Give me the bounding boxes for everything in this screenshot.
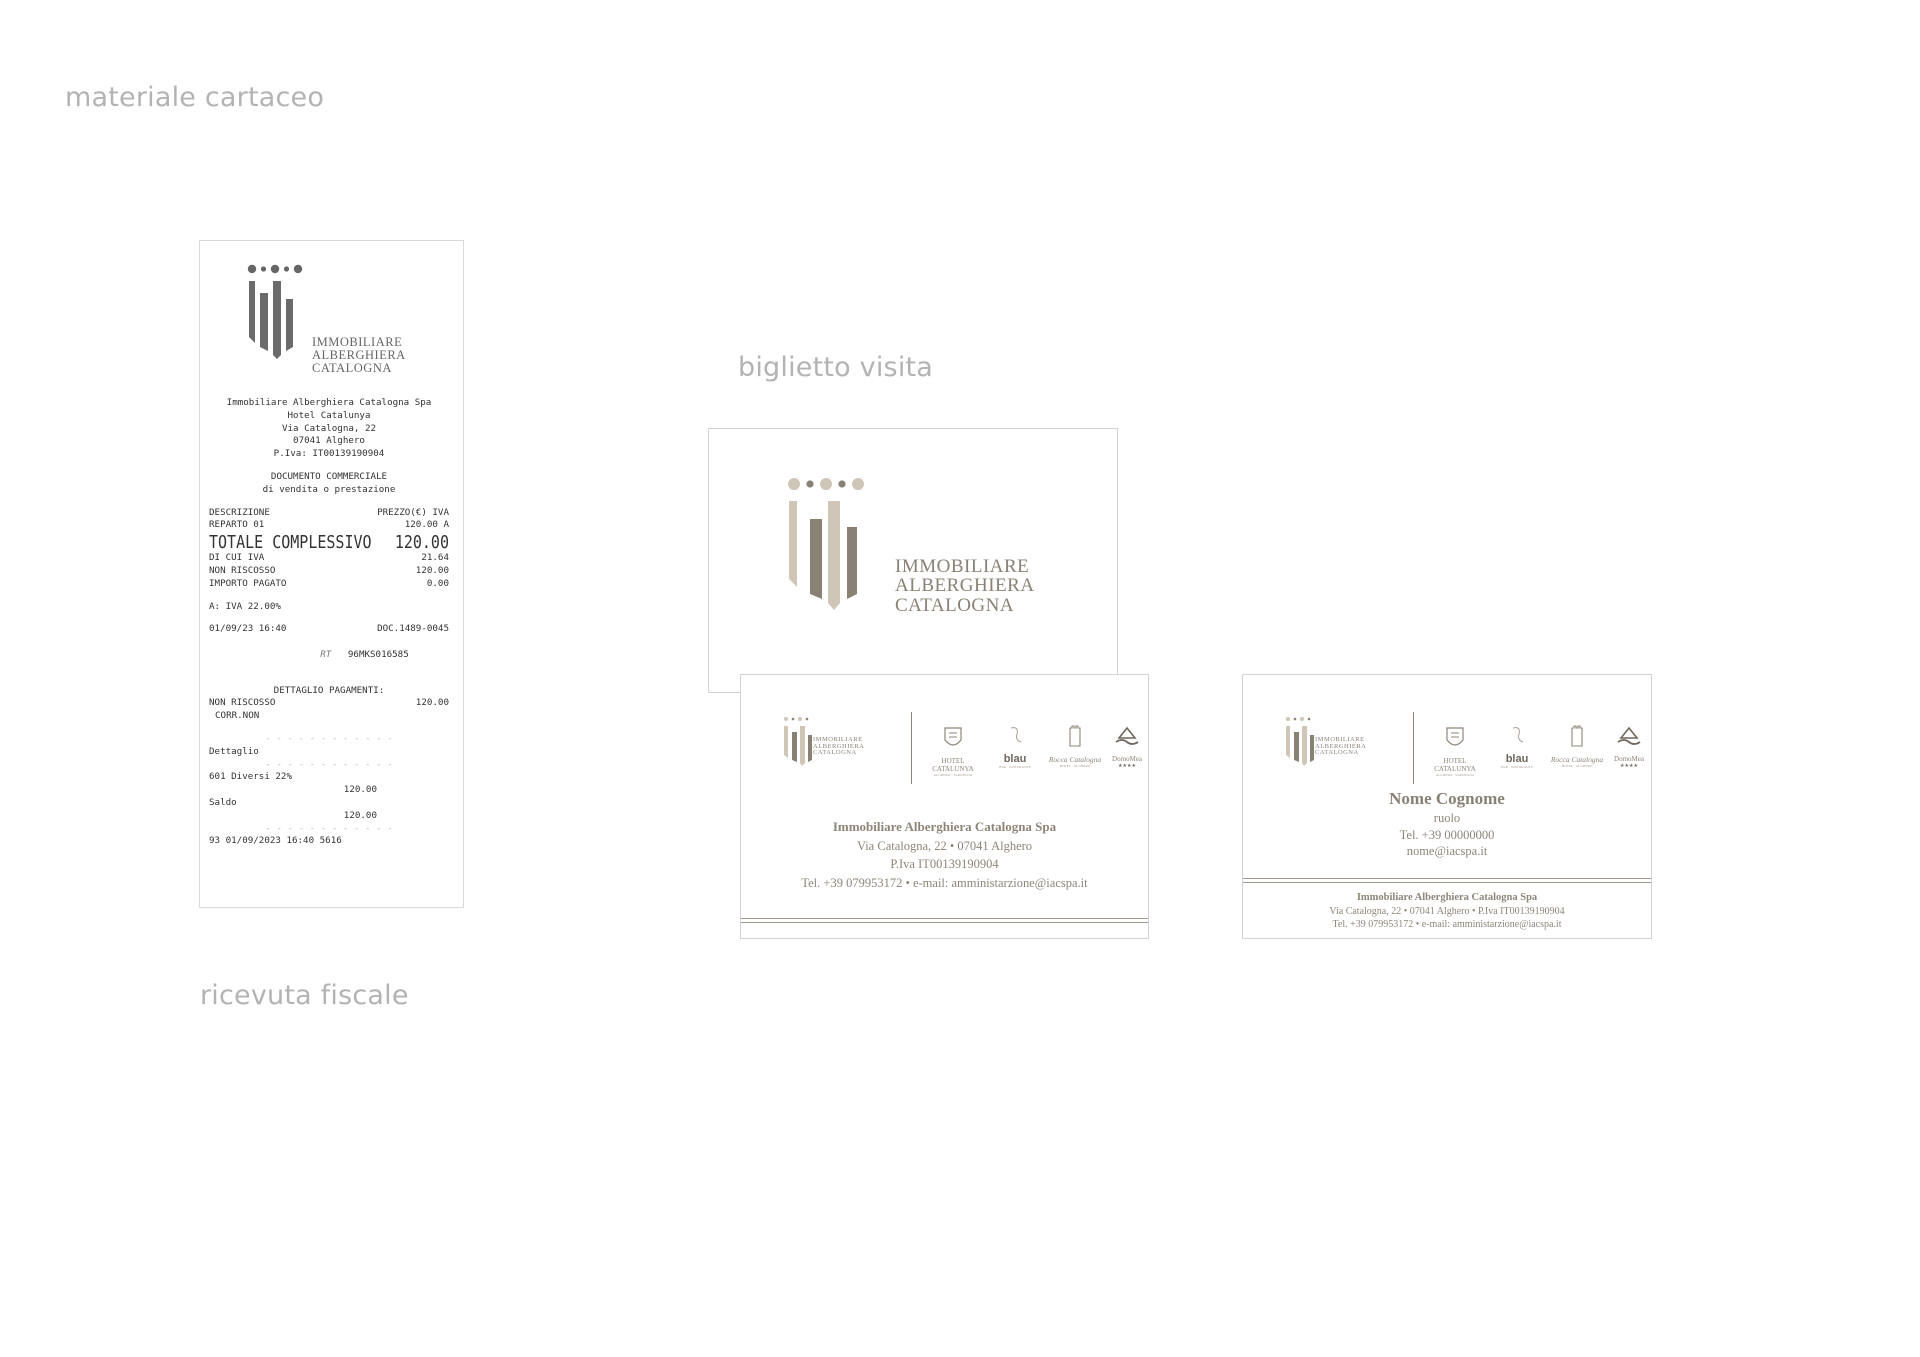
saldo-label: Saldo: [209, 796, 237, 808]
partner-hotel-catalunya: HOTEL CATALUNYA ALGHERO · SARDEGNA: [923, 724, 983, 777]
partner-blau: blau BAR · RISTORANTE: [991, 724, 1039, 769]
logo-card: [708, 428, 1118, 693]
column-headers: DESCRIZIONE PREZZO(€) IVA: [209, 506, 449, 518]
receipt-item: REPARTO 01 120.00 A: [209, 519, 449, 531]
company-footer: [1243, 891, 1651, 932]
detail-line: 601 Diversi 22%: [209, 771, 292, 783]
footer-rule: [741, 922, 1148, 923]
company-name: Immobiliare Alberghiera Catalogna Spa: [832, 819, 1057, 834]
divider: - - - - - - - - - - - -: [265, 822, 393, 834]
logo-wordmark: IMMOBILIARE ALBERGHIERA CATALOGNA: [813, 736, 865, 757]
person-email: nome@iacspa.it: [1406, 844, 1488, 858]
footer-rule: [1243, 878, 1651, 879]
non-riscosso-row: NON RISCOSSO 120.00: [209, 564, 449, 576]
doc-subtitle: di vendita o prestazione: [262, 483, 396, 495]
divider: - - - - - - - - - - - -: [265, 732, 393, 744]
partner-rocca-catalogna: Rocca Catalogna HOTEL · ALGHERO: [1547, 724, 1607, 768]
company-name: Immobiliare Alberghiera Catalogna Spa: [1356, 892, 1538, 903]
payments-title: DETTAGLIO PAGAMENTI:: [273, 684, 385, 696]
receipt-header-line: P.Iva: IT00139190904: [273, 448, 385, 460]
partner-domomea: DomoMea ★★★★: [1605, 724, 1653, 769]
logo-wordmark: IMMOBILIARE ALBERGHIERA CATALOGNA: [1315, 736, 1367, 757]
payment-row: NON RISCOSSO 120.00: [209, 697, 449, 709]
domomea-house-icon: [1114, 724, 1140, 748]
section-title: materiale cartaceo: [65, 82, 325, 113]
blau-flourish-icon: [1507, 724, 1527, 746]
iva-row: DI CUI IVA 21.64: [209, 552, 449, 564]
company-contacts: Tel. +39 079953172 • e-mail: amministarzione@iacspa.it: [1332, 919, 1562, 930]
brand-strip: [783, 712, 1142, 792]
receipt-footer: 93 01/09/2023 16:40 5616: [209, 835, 342, 847]
doc-title: DOCUMENTO COMMERCIALE: [270, 470, 388, 482]
hotel-catalunya-crest-icon: [943, 724, 963, 750]
paid-row: IMPORTO PAGATO 0.00: [209, 577, 449, 589]
person-name: Nome Cognome: [1389, 789, 1505, 808]
saldo-value: 120.00: [343, 809, 377, 821]
logo-columns-icon: [1285, 716, 1319, 766]
partner-rocca-catalogna: Rocca Catalogna HOTEL · ALGHERO: [1045, 724, 1105, 768]
domomea-house-icon: [1616, 724, 1642, 748]
brand-strip: [1285, 712, 1644, 792]
logo-wordmark: IMMOBILIARE ALBERGHIERA CATALOGNA: [312, 335, 406, 375]
person-phone: Tel. +39 00000000: [1399, 827, 1495, 842]
payment-sub: CORR.NON: [215, 710, 260, 722]
partner-domomea: DomoMea ★★★★: [1103, 724, 1151, 769]
footer-rule: [1243, 882, 1651, 883]
detail-line-value: 120.00: [343, 784, 377, 796]
divider: [911, 712, 912, 784]
business-card-personal: [1242, 674, 1652, 939]
detail-label: Dettaglio: [209, 745, 259, 757]
footer-rule: [741, 918, 1148, 919]
blau-flourish-icon: [1005, 724, 1025, 746]
divider: - - - - - - - - - - - -: [265, 758, 393, 770]
rocca-catalogna-tower-icon: [1067, 724, 1083, 748]
company-info: [741, 818, 1148, 892]
hotel-catalunya-crest-icon: [1445, 724, 1465, 750]
total-row: TOTALE COMPLESSIVO 120.00: [209, 531, 449, 553]
partner-blau: blau BAR · RISTORANTE: [1493, 724, 1541, 769]
divider: [1413, 712, 1414, 784]
company-contacts: Tel. +39 079953172 • e-mail: amministarzione@iacspa.it: [801, 875, 1088, 890]
vat-rate: A: IVA 22.00%: [209, 600, 281, 612]
receipt-header-line: Immobiliare Alberghiera Catalogna Spa: [226, 397, 432, 408]
rocca-catalogna-tower-icon: [1569, 724, 1585, 748]
receipt-body: [209, 397, 449, 848]
receipt-header-line: Via Catalogna, 22: [281, 422, 377, 434]
company-address: Via Catalogna, 22 • 07041 Alghero: [856, 838, 1033, 853]
company-vat: P.Iva IT00139190904: [890, 857, 999, 871]
business-card-front: [740, 674, 1149, 939]
company-address-vat: Via Catalogna, 22 • 07041 Alghero • P.Iva IT00139190904: [1329, 905, 1565, 917]
company-logo: [246, 263, 426, 386]
receipt-label: ricevuta fiscale: [200, 980, 409, 1011]
receipt-header-line: Hotel Catalunya: [287, 409, 371, 421]
rt-code-row: RT 96MKS016585: [320, 648, 409, 660]
receipt-header-line: 07041 Alghero: [293, 435, 365, 447]
partner-hotel-catalunya: HOTEL CATALUNYA ALGHERO · SARDEGNA: [1425, 724, 1485, 777]
fiscal-receipt: [199, 240, 464, 908]
logo-columns-icon: [787, 477, 887, 647]
logo-columns-icon: [783, 716, 817, 766]
business-card-label: biglietto visita: [738, 352, 934, 383]
date-doc-row: 01/09/23 16:40 DOC.1489-0045: [209, 623, 449, 635]
person-role: ruolo: [1433, 811, 1461, 825]
person-info: [1243, 788, 1651, 860]
logo-wordmark: IMMOBILIARE ALBERGHIERA CATALOGNA: [895, 556, 1035, 616]
